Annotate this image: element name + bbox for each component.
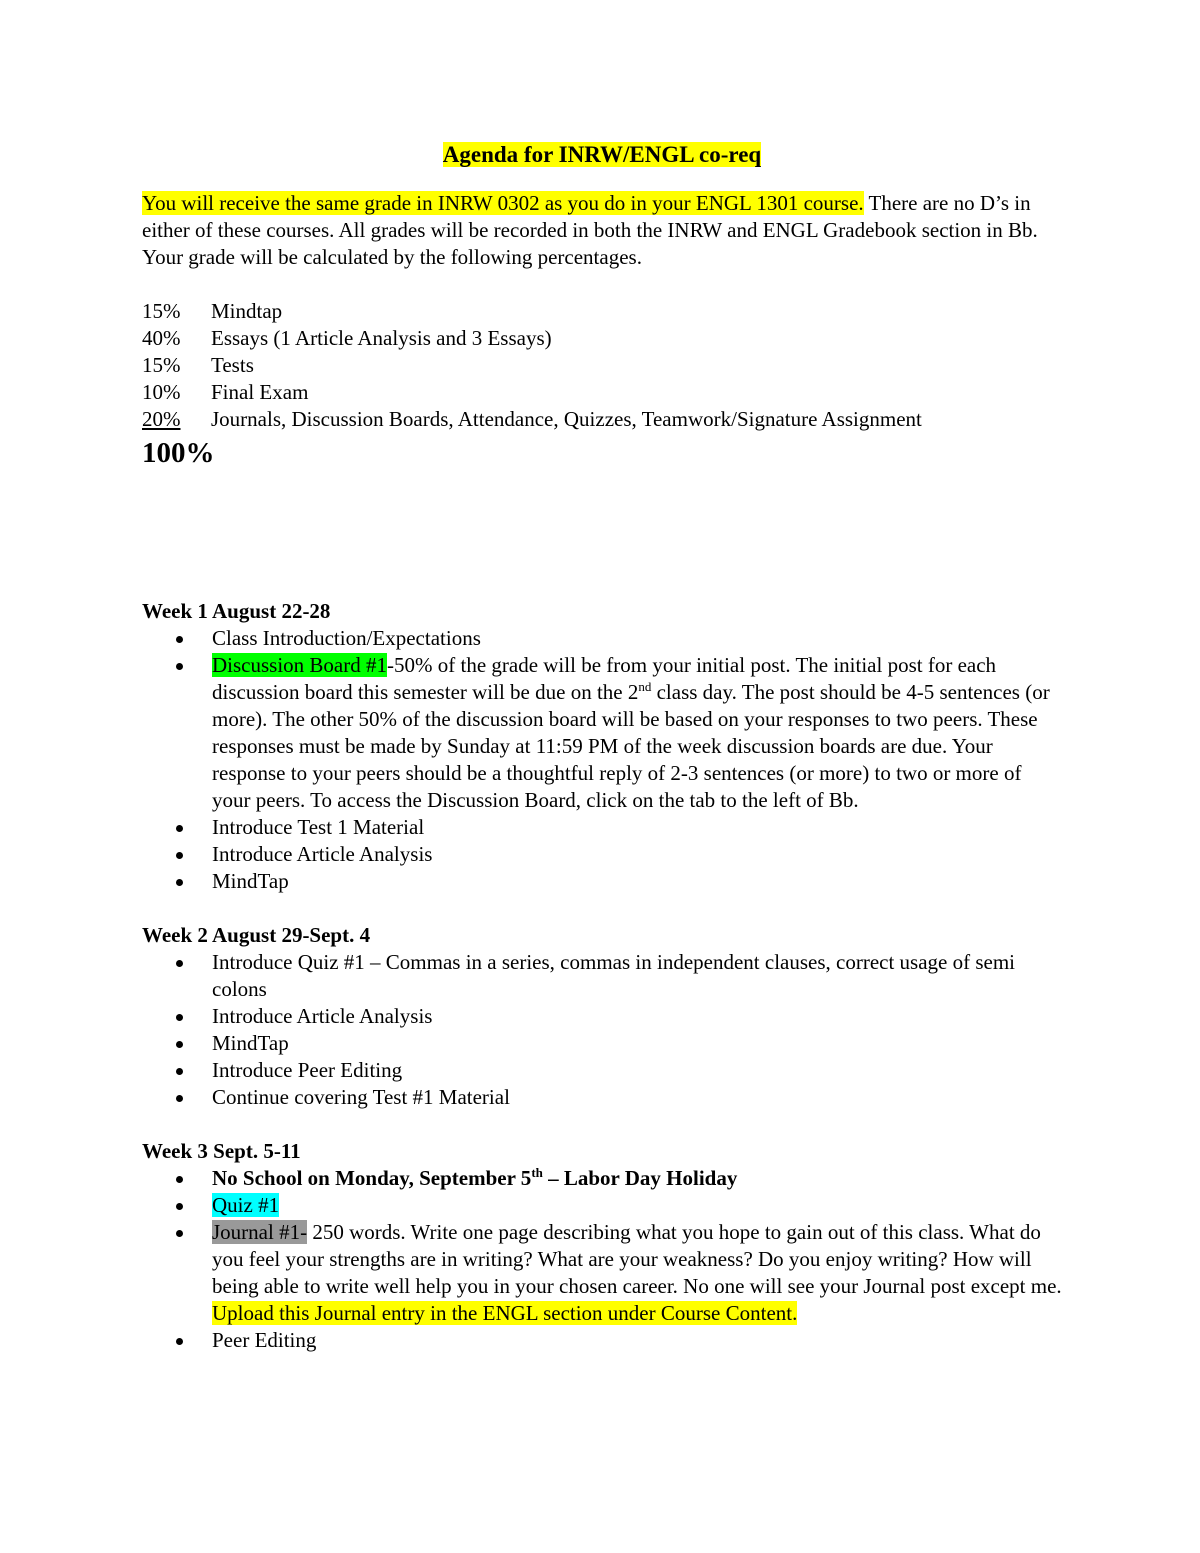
week-2-heading: Week 2 August 29-Sept. 4 [142,923,371,947]
grading-percent: 10% [142,380,181,404]
list-item: Class Introduction/Expectations [142,625,1062,652]
week-1-heading: Week 1 August 22-28 [142,599,331,623]
journal-highlight: Upload this Journal entry in the ENGL section under Course Content. [212,1301,798,1325]
grading-label: Final Exam [211,380,309,404]
list-item: Introduce Article Analysis [142,1003,1062,1030]
grading-row [142,298,1062,325]
grading-row [142,325,1062,352]
list-item: MindTap [142,1030,1062,1057]
holiday-text-cont: – Labor Day Holiday [542,1166,738,1190]
list-item [142,652,1062,814]
quiz-label: Quiz #1 [212,1193,280,1217]
spacer [142,471,1062,598]
title-text: Agenda for INRW/ENGL co-req [442,142,762,167]
grading-label: Mindtap [211,299,283,323]
list-item: Peer Editing [142,1327,1062,1354]
spacer [142,895,1062,922]
week-3-list [142,1165,1062,1354]
grading-percent: 15% [142,299,181,323]
week-2-list [142,949,1062,1111]
grading-label: Journals, Discussion Boards, Attendance, Quizzes, Teamwork/Signature Assignment [211,407,922,431]
spacer [142,1111,1062,1138]
grading-label: Essays (1 Article Analysis and 3 Essays) [211,326,552,350]
list-item: Continue covering Test #1 Material [142,1084,1062,1111]
list-item [142,1219,1062,1327]
grading-row [142,406,1062,433]
grading-row [142,379,1062,406]
grading-row [142,352,1062,379]
grading-percent: 20% [142,407,181,431]
week-3-section [142,1138,1062,1354]
list-item: Introduce Article Analysis [142,841,1062,868]
week-1-list [142,625,1062,895]
list-item [142,1165,1062,1192]
grading-total: 100% [142,437,215,469]
ordinal-suffix: th [531,1165,543,1180]
discussion-board-text: -50% of the grade will be from your initial post. The initial post for each discussion board this semester will be due on the 2 [212,653,997,704]
list-item: Introduce Test 1 Material [142,814,1062,841]
grading-percent: 15% [142,353,181,377]
holiday-text: No School on Monday, September 5 [212,1166,532,1190]
grading-label: Tests [211,353,254,377]
document-title [142,140,1062,170]
list-item [142,1192,1062,1219]
ordinal-suffix: nd [638,679,652,694]
journal-label: Journal #1- [212,1220,308,1244]
journal-text: 250 words. Write one page describing what you hope to gain out of this class. What do you feel your strengths are in writing? What are your weakness? Do you enjoy writing? How will being able to write well help you in your chosen career. No one will see your Journal post except me. [212,1220,1062,1298]
list-item: MindTap [142,868,1062,895]
intro-paragraph [142,190,1062,271]
discussion-board-label: Discussion Board #1 [212,653,387,677]
list-item: Introduce Peer Editing [142,1057,1062,1084]
list-item: Introduce Quiz #1 – Commas in a series, commas in independent clauses, correct usage of semi colons [142,949,1062,1003]
intro-highlight: You will receive the same grade in INRW 0302 as you do in your ENGL 1301 course. [142,191,864,215]
discussion-board-text-cont: class day. The post should be 4-5 sentences (or more). The other 50% of the discussion board will be based on your responses to two peers. These responses must be made by Sunday at 11:59 PM of the week discussion boards are due. Your response to your peers should be a thoughtful reply of 2-3 sentences (or more) to two or more of your peers. To access the Discussion Board, click on the tab to the left of Bb. [212,680,1050,812]
intro-text: There are no D’s in either of these courses. All grades will be recorded in both the INRW and ENGL Gradebook section in Bb. Your grade will be calculated by the following percentages. [142,191,1038,269]
week-1-section [142,598,1062,895]
week-2-section [142,922,1062,1111]
week-3-heading: Week 3 Sept. 5-11 [142,1139,301,1163]
grading-percent: 40% [142,326,181,350]
document-content [142,140,1062,1354]
grading-breakdown [142,298,1062,471]
